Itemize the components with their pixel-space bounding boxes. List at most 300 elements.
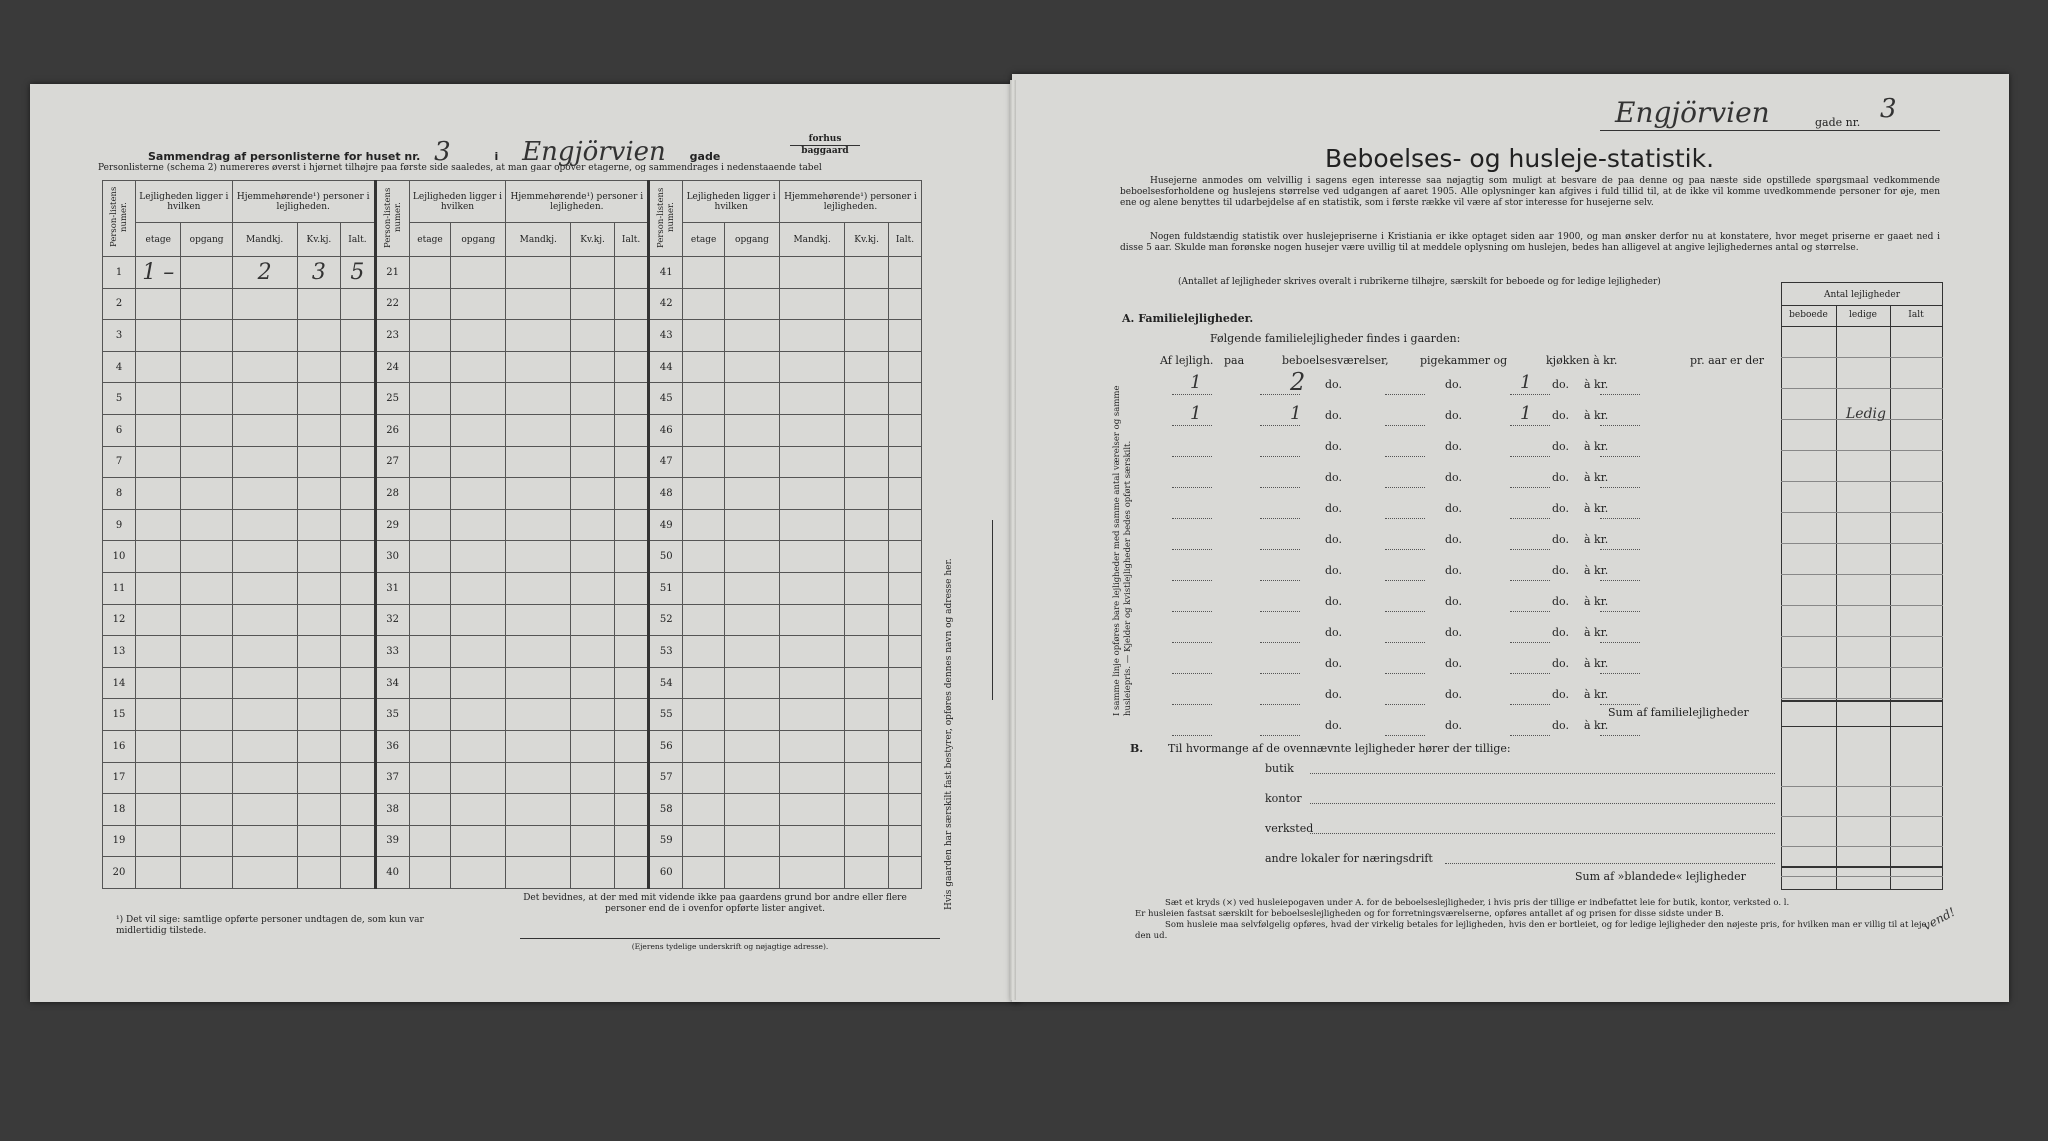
do-beb: do. [1325, 564, 1342, 577]
pige-line [1385, 704, 1425, 705]
apt-row [1160, 684, 1780, 708]
cell-kvkj [845, 762, 889, 794]
cell-ialt [341, 762, 375, 794]
do-kjok: do. [1552, 409, 1569, 422]
gade-label: gade [689, 150, 721, 163]
cell-etage [409, 730, 451, 762]
pige-line [1385, 642, 1425, 643]
cell-mandkj [506, 794, 571, 826]
cell-opgang [181, 730, 232, 762]
cell-kvkj [571, 383, 615, 415]
row-number: 27 [375, 446, 409, 478]
cell-mandkj [232, 699, 297, 731]
cell-ialt [341, 699, 375, 731]
do-kjok: do. [1552, 564, 1569, 577]
cell-kvkj [297, 414, 341, 446]
table-row [103, 825, 922, 857]
footer-2: Er husleien fastsat særskilt for beboelseslejligheden og for forretningsværelserne, opføres antallet af og prisen for disse sidste under B. [1135, 909, 1724, 919]
cell-opgang [451, 320, 506, 352]
cell-ialt [889, 414, 922, 446]
cell-opgang [451, 699, 506, 731]
cell-ialt [889, 478, 922, 510]
table-row [103, 446, 922, 478]
table-row [103, 257, 922, 289]
kjok-line [1510, 673, 1550, 674]
cell-opgang [181, 857, 232, 889]
beb-line [1260, 580, 1300, 581]
cell-mandkj [506, 667, 571, 699]
cell-etage [136, 320, 181, 352]
cell-etage [683, 730, 725, 762]
cell-kvkj [571, 257, 615, 289]
a-kr: à kr. [1584, 657, 1609, 670]
grid-rule [1781, 512, 1943, 513]
table-row [103, 730, 922, 762]
cell-mandkj [232, 667, 297, 699]
apt-row [1160, 498, 1780, 522]
af-line [1172, 735, 1212, 736]
subhdr-etage-3: etage [683, 223, 725, 257]
kr-line [1600, 673, 1640, 674]
beb-line [1260, 735, 1300, 736]
cell-kvkj [845, 636, 889, 668]
cell-etage [683, 762, 725, 794]
cell-mandkj [506, 730, 571, 762]
hdr-personlistens-2: Person-listens numer. [375, 181, 409, 257]
cell-ialt [614, 572, 648, 604]
row-number: 42 [649, 288, 683, 320]
row-number: 33 [375, 636, 409, 668]
cell-opgang [181, 825, 232, 857]
cell-ialt [889, 351, 922, 383]
subhdr-opgang-1: opgang [181, 223, 232, 257]
cell-kvkj [571, 572, 615, 604]
row-number: 1 [103, 257, 136, 289]
cell-kvkj [845, 383, 889, 415]
apt-row [1160, 560, 1780, 584]
cell-etage [683, 794, 725, 826]
kr-line [1600, 456, 1640, 457]
cell-ialt [614, 667, 648, 699]
row-number: 49 [649, 509, 683, 541]
grid-rule [1781, 388, 1943, 389]
row-number: 11 [103, 572, 136, 604]
cell-kvkj [571, 446, 615, 478]
cell-opgang [724, 857, 779, 889]
cell-kvkj [571, 478, 615, 510]
cell-mandkj [232, 383, 297, 415]
kr-line [1600, 735, 1640, 736]
street-rule [1600, 130, 1940, 131]
right-title: Beboelses- og husleje-statistik. [1325, 144, 1715, 173]
cell-mandkj [780, 636, 845, 668]
hdr-lejligheden-1: Lejligheden ligger i hvilken [136, 181, 233, 223]
cell-kvkj [571, 699, 615, 731]
cell-kvkj [845, 699, 889, 731]
cell-kvkj [845, 478, 889, 510]
cell-ialt [889, 446, 922, 478]
apt-row [1160, 591, 1780, 615]
kjok-line [1510, 456, 1550, 457]
pige-line [1385, 518, 1425, 519]
row-number: 12 [103, 604, 136, 636]
right-table-left-border [1781, 282, 1782, 890]
forhus-baggaard [790, 134, 860, 157]
do-beb: do. [1325, 657, 1342, 670]
do-kjok: do. [1552, 595, 1569, 608]
cell-kvkj [571, 794, 615, 826]
cell-kvkj [297, 825, 341, 857]
cell-mandkj [506, 857, 571, 889]
cell-kvkj [571, 825, 615, 857]
left-subtitle: Personlisterne (schema 2) numereres øverst i hjørnet tilhøjre paa første side saaledes, at man gaar opover etagerne, og sammendrages i nedenstaaende tabel [98, 163, 822, 173]
cell-kvkj [571, 604, 615, 636]
cell-etage [136, 604, 181, 636]
sum-blandede-label: Sum af »blandede« lejligheder [1575, 870, 1746, 883]
cell-opgang [724, 794, 779, 826]
cell-etage [409, 383, 451, 415]
cell-ialt [889, 383, 922, 415]
b-item: butik [1265, 762, 1294, 775]
cell-etage [683, 572, 725, 604]
cell-opgang [451, 351, 506, 383]
row-number: 13 [103, 636, 136, 668]
cell-etage [409, 794, 451, 826]
hdr-pr: pr. aar er der [1690, 354, 1765, 367]
table-row [103, 636, 922, 668]
intro-paragraph-3: (Antallet af lejligheder skrives overalt i rubrikerne tilhøjre, særskilt for beboede og for ledige lejligheder) [1178, 277, 1661, 287]
row-number: 34 [375, 667, 409, 699]
cell-kvkj [297, 288, 341, 320]
kjok-line [1510, 425, 1550, 426]
subhdr-mandkj-3: Mandkj. [780, 223, 845, 257]
cell-ialt [614, 699, 648, 731]
subhdr-ialt-1: Ialt. [341, 223, 375, 257]
cell-ialt [889, 762, 922, 794]
do-kjok: do. [1552, 502, 1569, 515]
pige-line [1385, 580, 1425, 581]
cell-mandkj [232, 572, 297, 604]
beb-line [1260, 642, 1300, 643]
kr-line [1600, 487, 1640, 488]
cell-etage [683, 636, 725, 668]
row-number: 3 [103, 320, 136, 352]
cell-ialt [889, 509, 922, 541]
pige-line [1385, 673, 1425, 674]
subhdr-etage-1: etage [136, 223, 181, 257]
cell-ialt [614, 794, 648, 826]
cell-etage [136, 825, 181, 857]
cell-opgang [724, 541, 779, 573]
cell-mandkj [232, 730, 297, 762]
row-number: 40 [375, 857, 409, 889]
do-kjok: do. [1552, 440, 1569, 453]
cell-mandkj [780, 762, 845, 794]
cell-mandkj [780, 730, 845, 762]
a-kr: à kr. [1584, 564, 1609, 577]
cell-opgang [451, 288, 506, 320]
row-number: 50 [649, 541, 683, 573]
cell-mandkj [780, 667, 845, 699]
cell-opgang [451, 572, 506, 604]
do-beb: do. [1325, 502, 1342, 515]
antal-header: Antal lejligheder [1823, 290, 1901, 300]
do-beb: do. [1325, 688, 1342, 701]
af-line [1172, 580, 1212, 581]
apt-row [1160, 436, 1780, 460]
cell-etage [683, 383, 725, 415]
row-number: 23 [375, 320, 409, 352]
subhdr-ialt-3: Ialt. [889, 223, 922, 257]
sum-familie-rule [1781, 700, 1943, 702]
grid-rule [1781, 543, 1943, 544]
cell-mandkj [780, 572, 845, 604]
cell-opgang [181, 446, 232, 478]
left-footnote: ¹) Det vil sige: samtlige opførte personer undtagen de, som kun var midlertidig tilstede. [116, 915, 424, 936]
do-pige: do. [1445, 688, 1462, 701]
table-row [103, 857, 922, 889]
cell-ialt: 5 [341, 257, 375, 289]
cell-kvkj [297, 794, 341, 826]
cell-kvkj [571, 730, 615, 762]
cell-opgang [724, 667, 779, 699]
grid-rule [1781, 605, 1943, 606]
cell-etage [409, 257, 451, 289]
cell-opgang [181, 636, 232, 668]
table-row [103, 414, 922, 446]
cell-etage [136, 414, 181, 446]
subhdr-mandkj-2: Mandkj. [506, 223, 571, 257]
table-row [103, 604, 922, 636]
row-number: 32 [375, 604, 409, 636]
cell-mandkj [780, 794, 845, 826]
row-number: 55 [649, 699, 683, 731]
hdr-personlistens-1: Person-listens numer. [103, 181, 136, 257]
cell-mandkj [232, 825, 297, 857]
cell-mandkj [780, 699, 845, 731]
cell-mandkj [780, 288, 845, 320]
row-number: 39 [375, 825, 409, 857]
subheader-row [103, 223, 922, 257]
cell-kvkj [571, 414, 615, 446]
right-table-col-2 [1890, 306, 1891, 890]
cell-ialt [614, 320, 648, 352]
table-row [103, 762, 922, 794]
cell-mandkj: 2 [232, 257, 297, 289]
a-kr: à kr. [1584, 471, 1609, 484]
cell-kvkj [571, 636, 615, 668]
cell-mandkj [780, 257, 845, 289]
cell-kvkj [845, 541, 889, 573]
row-number: 22 [375, 288, 409, 320]
beb-line [1260, 611, 1300, 612]
beb-line [1260, 456, 1300, 457]
do-kjok: do. [1552, 471, 1569, 484]
table-row [103, 288, 922, 320]
row-number: 59 [649, 825, 683, 857]
kjok-line [1510, 642, 1550, 643]
cell-etage [683, 857, 725, 889]
ledig-note: Ledig [1846, 406, 1886, 422]
cell-opgang [181, 699, 232, 731]
cell-kvkj [297, 636, 341, 668]
row-number: 60 [649, 857, 683, 889]
cell-ialt [614, 730, 648, 762]
beb-value: 2 [1290, 368, 1306, 396]
pige-line [1385, 549, 1425, 550]
row-number: 20 [103, 857, 136, 889]
subhdr-opgang-2: opgang [451, 223, 506, 257]
cell-kvkj [297, 762, 341, 794]
cell-opgang [181, 509, 232, 541]
row-number: 21 [375, 257, 409, 289]
cell-etage [409, 572, 451, 604]
cell-ialt [889, 857, 922, 889]
cell-mandkj [232, 414, 297, 446]
cell-mandkj [506, 825, 571, 857]
subhdr-kvkj-1: Kv.kj. [297, 223, 341, 257]
do-pige: do. [1445, 409, 1462, 422]
cell-ialt [341, 383, 375, 415]
a-kr: à kr. [1584, 595, 1609, 608]
table-row [103, 541, 922, 573]
cell-ialt [889, 636, 922, 668]
cell-mandkj [232, 351, 297, 383]
cell-etage [409, 320, 451, 352]
cell-opgang [181, 604, 232, 636]
row-number: 38 [375, 794, 409, 826]
cell-ialt [614, 414, 648, 446]
hdr-beboelses: beboelsesværelser, [1282, 354, 1389, 367]
cell-etage [409, 604, 451, 636]
cell-kvkj [845, 730, 889, 762]
kjok-line [1510, 580, 1550, 581]
page-fold [1010, 80, 1016, 1000]
a-kr: à kr. [1584, 719, 1609, 732]
subhdr-opgang-3: opgang [724, 223, 779, 257]
cell-opgang [724, 699, 779, 731]
cell-etage [683, 257, 725, 289]
cell-ialt [341, 825, 375, 857]
do-pige: do. [1445, 440, 1462, 453]
apt-row [1160, 467, 1780, 491]
table-row [103, 320, 922, 352]
sum-blandede-rule [1781, 866, 1943, 868]
cell-mandkj [506, 541, 571, 573]
cell-kvkj [845, 509, 889, 541]
cell-mandkj [232, 288, 297, 320]
cell-etage [136, 636, 181, 668]
signature-rule [520, 938, 940, 939]
cell-etage [409, 509, 451, 541]
kjok-line [1510, 487, 1550, 488]
row-number: 5 [103, 383, 136, 415]
row-number: 6 [103, 414, 136, 446]
cell-kvkj [571, 509, 615, 541]
cell-opgang [451, 383, 506, 415]
cell-opgang [181, 288, 232, 320]
cell-ialt [341, 857, 375, 889]
table-row [103, 699, 922, 731]
cell-opgang [724, 257, 779, 289]
cell-etage [683, 320, 725, 352]
cell-opgang [451, 414, 506, 446]
cell-ialt [341, 414, 375, 446]
cell-kvkj [845, 351, 889, 383]
cell-ialt [341, 667, 375, 699]
cell-kvkj [297, 320, 341, 352]
cell-kvkj [297, 667, 341, 699]
cell-ialt [614, 351, 648, 383]
subhdr-kvkj-2: Kv.kj. [571, 223, 615, 257]
cell-etage [409, 762, 451, 794]
row-number: 44 [649, 351, 683, 383]
cell-etage [409, 414, 451, 446]
cell-kvkj [845, 667, 889, 699]
do-beb: do. [1325, 626, 1342, 639]
row-number: 15 [103, 699, 136, 731]
cell-opgang [181, 320, 232, 352]
af-value: 1 [1190, 372, 1202, 393]
cell-etage [136, 762, 181, 794]
apt-side-note: I samme linje opføres bare lejligheder med samme antal værelser og samme husleiepris. — Kjelder og kvistlejligheder bedes opført særskilt. [1112, 385, 1133, 716]
kjok-line [1510, 611, 1550, 612]
apt-row [1160, 368, 1780, 398]
row-number: 52 [649, 604, 683, 636]
row-number: 53 [649, 636, 683, 668]
cell-ialt [889, 667, 922, 699]
do-pige: do. [1445, 533, 1462, 546]
cell-mandkj [506, 762, 571, 794]
cell-ialt [341, 351, 375, 383]
sum-blandede-bottom [1781, 889, 1943, 890]
row-number: 46 [649, 414, 683, 446]
right-table-col-1 [1836, 306, 1837, 890]
cell-ialt [341, 730, 375, 762]
sum-familie-bottom [1781, 726, 1943, 727]
hdr-hjemmehorende-3: Hjemmehørende¹) personer i lejligheden. [780, 181, 922, 223]
cell-etage: 1 – [136, 257, 181, 289]
row-number: 8 [103, 478, 136, 510]
pige-line [1385, 487, 1425, 488]
beb-line [1260, 549, 1300, 550]
cell-kvkj [845, 320, 889, 352]
cell-opgang [181, 351, 232, 383]
cell-kvkj [571, 541, 615, 573]
row-number: 54 [649, 667, 683, 699]
cell-mandkj [506, 446, 571, 478]
following-text: Følgende familielejligheder findes i gaarden: [1210, 332, 1461, 345]
cell-etage [136, 572, 181, 604]
cell-opgang [181, 414, 232, 446]
do-kjok: do. [1552, 657, 1569, 670]
cell-etage [683, 667, 725, 699]
kr-line [1600, 549, 1640, 550]
cell-etage [683, 478, 725, 510]
cell-opgang [181, 762, 232, 794]
cell-opgang [451, 478, 506, 510]
cell-kvkj [571, 288, 615, 320]
row-number: 10 [103, 541, 136, 573]
row-number: 29 [375, 509, 409, 541]
hdr-kjokken: kjøkken à kr. [1546, 354, 1618, 367]
cell-kvkj [845, 794, 889, 826]
cell-etage [683, 509, 725, 541]
cell-ialt [889, 699, 922, 731]
right-gade-number: 3 [1880, 94, 1897, 124]
hdr-paa: paa [1224, 354, 1245, 367]
row-number: 2 [103, 288, 136, 320]
